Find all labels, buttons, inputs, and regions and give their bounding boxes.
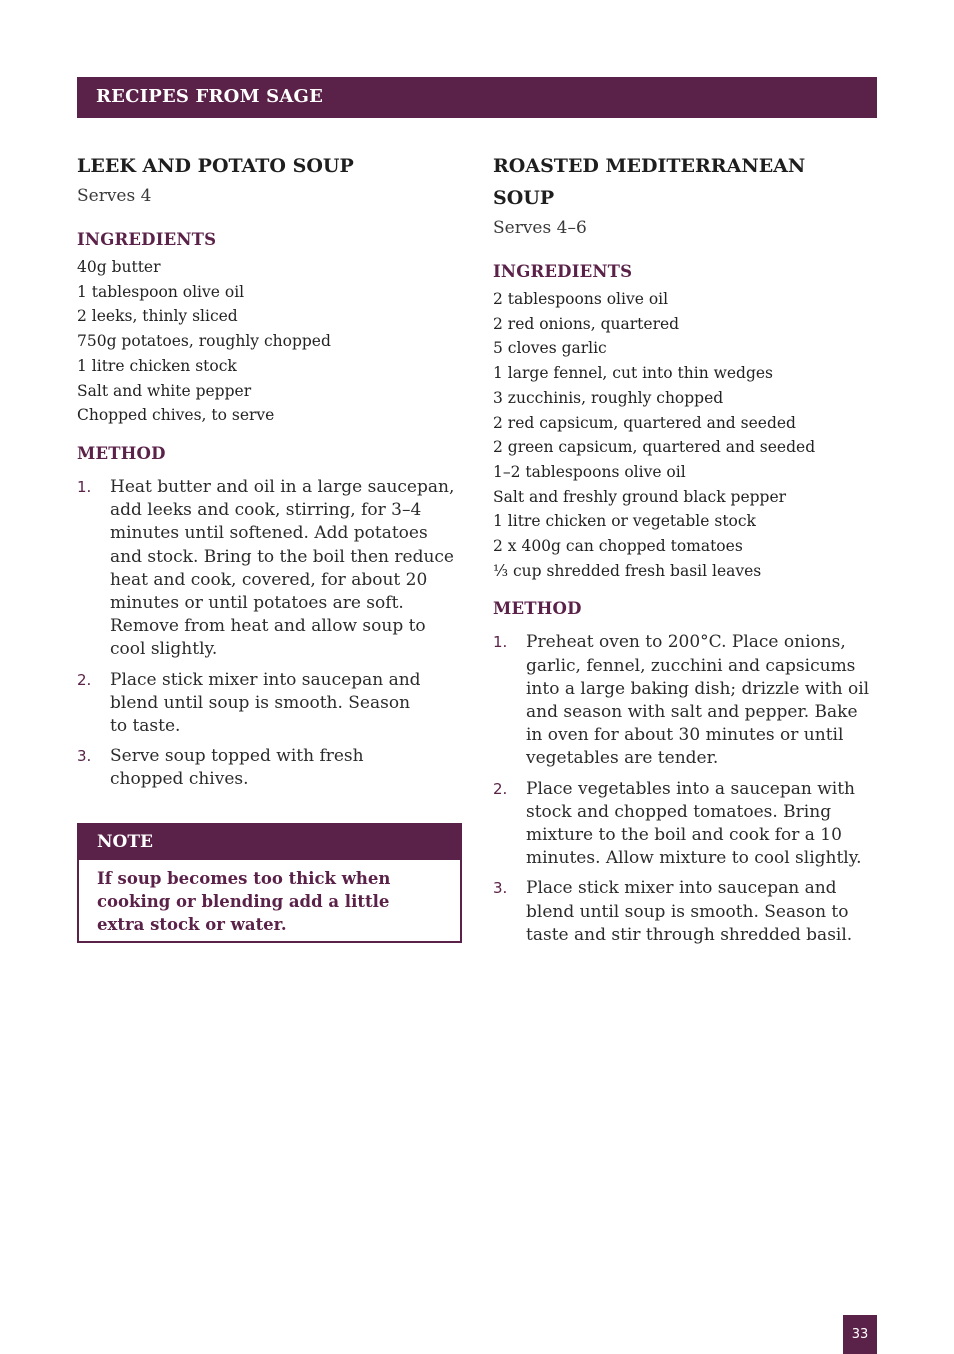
section-banner — [77, 77, 877, 118]
method-step — [77, 669, 462, 739]
ingredients-heading: INGREDIENTS — [493, 262, 633, 281]
ingredient-item: 750g potatoes, roughly chopped — [77, 332, 331, 351]
step-text: Serve soup topped with fresh chopped chives. — [110, 746, 364, 790]
banner-title: RECIPES FROM SAGE — [96, 86, 324, 107]
ingredient-item: 1 litre chicken or vegetable stock — [493, 512, 756, 531]
method-step — [493, 778, 873, 871]
method-step — [493, 877, 873, 947]
ingredient-item: Salt and white pepper — [77, 381, 252, 400]
recipe-serves: Serves 4–6 — [493, 218, 587, 238]
ingredient-item: 2 red onions, quartered — [493, 314, 680, 333]
ingredient-item: 5 cloves garlic — [493, 339, 607, 358]
ingredient-item: 1 tablespoon olive oil — [77, 282, 245, 301]
step-number: 2. — [493, 779, 508, 798]
step-number: 3. — [77, 747, 92, 766]
step-number: 1. — [493, 633, 508, 652]
recipe-title: ROASTED MEDITERRANEAN SOUP — [493, 155, 806, 209]
step-number: 2. — [77, 670, 92, 689]
ingredient-item: 2 green capsicum, quartered and seeded — [493, 438, 816, 457]
ingredient-item: 2 red capsicum, quartered and seeded — [493, 413, 796, 432]
step-text: Place stick mixer into saucepan and blend until soup is smooth. Season to taste and stir through shredded basil. — [526, 878, 853, 945]
note-box — [77, 823, 462, 943]
ingredient-item: 3 zucchinis, roughly chopped — [493, 388, 724, 407]
method-heading: METHOD — [493, 599, 582, 619]
recipe-serves: Serves 4 — [77, 186, 152, 206]
method-list — [493, 631, 873, 947]
step-number: 3. — [493, 879, 508, 898]
ingredient-item: 1 large fennel, cut into thin wedges — [493, 364, 774, 383]
step-text: Preheat oven to 200°C. Place onions, garlic, fennel, zucchini and capsicums into a large baking dish; drizzle with oil and season with salt and pepper. Bake in oven for about 30 minutes or until vegetables are tender. — [526, 632, 870, 769]
note-heading: NOTE — [97, 832, 153, 852]
recipe-leek-potato — [77, 150, 462, 799]
ingredient-item: Salt and freshly ground black pepper — [493, 487, 787, 506]
method-heading: METHOD — [77, 443, 166, 463]
step-text: Place stick mixer into saucepan and blend until soup is smooth. Season to taste. — [110, 669, 421, 736]
ingredients-heading: INGREDIENTS — [77, 230, 217, 249]
ingredients-list — [493, 287, 873, 583]
method-step — [493, 631, 873, 770]
ingredient-item: 2 leeks, thinly sliced — [77, 307, 238, 326]
page-number: 33 — [843, 1315, 877, 1354]
recipe-title: LEEK AND POTATO SOUP — [77, 155, 354, 177]
step-text: Place vegetables into a saucepan with stock and chopped tomatoes. Bring mixture to the boil and cook for a 10 minutes. Allow mixture to cool slightly. — [526, 778, 862, 869]
ingredients-list — [77, 255, 462, 428]
ingredient-item: 1–2 tablespoons olive oil — [493, 462, 686, 481]
recipe-roasted-mediterranean — [493, 150, 873, 954]
ingredient-item: 2 x 400g can chopped tomatoes — [493, 537, 743, 556]
note-header — [79, 825, 460, 860]
ingredient-item: ⅓ cup shredded fresh basil leaves — [493, 561, 762, 580]
method-list — [77, 476, 462, 792]
note-text: If soup becomes too thick when cooking or blending add a little extra stock or water. — [97, 869, 391, 935]
ingredient-item: Chopped chives, to serve — [77, 406, 275, 425]
step-number: 1. — [77, 477, 92, 496]
step-text: Heat butter and oil in a large saucepan, add leeks and cook, stirring, for 3–4 minutes until softened. Add potatoes and stock. Bring to the boil then reduce heat and cook, covered, for about 20 minutes or until potatoes are soft. Remove from heat and allow soup to cool slightly. — [110, 476, 455, 660]
ingredient-item: 2 tablespoons olive oil — [493, 290, 669, 308]
method-step — [77, 476, 462, 662]
ingredient-item: 40g butter — [77, 258, 161, 276]
method-step — [77, 745, 462, 791]
ingredient-item: 1 litre chicken stock — [77, 356, 237, 375]
